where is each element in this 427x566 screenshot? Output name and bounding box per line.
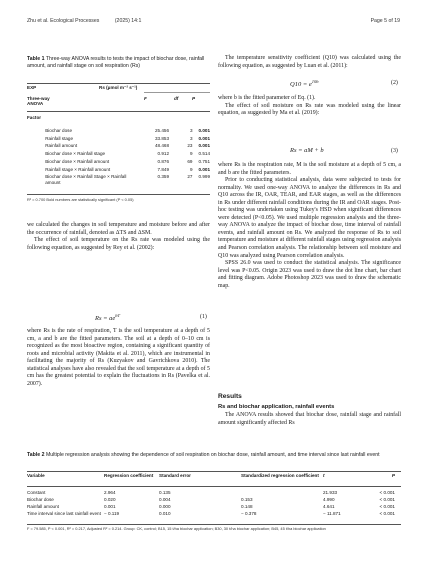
table2-cell-se: 0.010 — [159, 510, 171, 516]
equation-2 — [290, 79, 318, 88]
left-paragraph-2: The effect of soil temperature on the Rs rate was modeled using the following equation, as suggested by Rey et al. (2002): — [27, 237, 210, 251]
left-paragraph-1: we calculated the changes in soil temperature and moisture before and after the occurrence of rainfall, denoted as ΔTS and ΔSM. — [27, 222, 210, 236]
eq3-text: Rs = aM + b — [290, 147, 324, 154]
table2-cell-variable: Constant — [27, 490, 46, 495]
table1-cell-factor: Rainfall amount — [45, 143, 78, 149]
table2-cell-stdcoef: 0.148 — [241, 503, 253, 509]
table2-header-se: Standard error — [159, 473, 191, 478]
table1-bottom-rule — [27, 194, 210, 195]
table1-cell-P: 0.001 — [198, 128, 210, 133]
table1-col-F: F — [144, 95, 147, 101]
table1-cell-F: 0.359 — [157, 174, 170, 180]
table2-cell-stdcoef: 0.153 — [241, 496, 253, 502]
journal-name: Zhu et al. Ecological Processes — [27, 18, 100, 24]
table1-cell-F: 25.456 — [154, 128, 170, 133]
table1-col-exp: EXP — [27, 85, 37, 90]
table1-cell-P: 0.001 — [198, 135, 210, 141]
table1-cell-factor: Rainfall stage — [45, 135, 74, 141]
table1-cell-factor: Rainfall stage × Rainfall amount — [45, 166, 111, 172]
right-paragraph-1-text: The temperature sensitivity coefficient (Q10) was calculated using the following equation, as suggested by Luan et al. (2011): — [218, 55, 401, 69]
table1-indent — [27, 151, 45, 159]
table2-row — [27, 497, 401, 504]
table2-header-coef: Regression coefficient — [104, 473, 154, 478]
table1-caption — [27, 56, 210, 69]
table1-cell-F: 48.468 — [154, 143, 170, 149]
right-paragraph-1 — [218, 55, 401, 70]
table2-cell-t: 4.990 — [323, 496, 335, 502]
table1-col-df: df — [174, 95, 179, 101]
eq1-sup: bT — [115, 313, 121, 318]
table1-col-P: P — [192, 95, 196, 101]
table2-footnote: F = 79.585, P < 0.001, R² = 0.217, Adjusted R² = 0.214. Group: CK, control; B15, 15 t/ha biochar application; B30, 30 t/ha biochar application; B45, 45 t/ha biochar application — [27, 526, 326, 531]
running-header — [27, 18, 141, 24]
table2-cell-t: − 11.871 — [323, 510, 341, 516]
table1-factor-label: Factor — [27, 115, 42, 120]
table2-cell-variable: Rainfall amount — [27, 503, 59, 509]
table1-cell-F: 0.912 — [157, 151, 170, 157]
table1-cell-factor: Biochar dose × Rainfall Stage × Rainfall amount — [45, 174, 127, 185]
table1-cell-factor: Biochar dose — [45, 128, 73, 133]
table2-cell-P: < 0.001 — [379, 503, 395, 509]
table2-cell-se: 0.000 — [159, 503, 171, 509]
table2-header-t: t — [323, 473, 325, 478]
eq2-text: Q10 = e — [290, 81, 312, 89]
table1-row — [27, 174, 210, 187]
table2-label: Table 2 — [27, 452, 45, 458]
table1-threeway: Three-way ANOVA — [27, 95, 50, 107]
right-paragraph-4: where Rs is the respiration rate, M is the soil moisture at a depth of 5 cm, a and b are the fitted parameters. — [218, 162, 401, 176]
table1-cell-P: 0.001 — [198, 166, 210, 172]
table2-cell-t: 21.933 — [323, 490, 338, 495]
table2-cell-se: 0.135 — [159, 490, 171, 495]
table1 — [27, 85, 210, 107]
table2-header-variable: Variable — [27, 473, 45, 478]
right-paragraph-5: Prior to conducting statistical analysis, data were subjected to tests for normality. We used one-way ANOVA to analyze the differences in Rs and Q10 across the IR, OAR, TEAR, and EAR stages, as well as the differences in Rs under different rainfall conditions during the IR and OAR stages. Post-hoc testing was undertaken using Tukey's HSD when significant differences were detected (P<0.05). We used multiple regression analysis and the three-way ANOVA to analyze the impact of biochar dose, time interval of rainfall events, and rainfall amount on Rs. We analyzed the response of Rs to soil temperature and moisture at different rainfall stages using regression analysis and Pearson correlation analysis. The relationship between soil moisture and Q10 was analyzed using Pearson correlation analysis. — [218, 177, 401, 259]
table1-cell-factor: Biochar dose × Rainfall stage — [45, 151, 106, 157]
eq1-text: Rs = ae — [95, 315, 116, 323]
table1-row — [27, 143, 210, 151]
table2-header-stdcoef: Standardized regression coefficient — [241, 473, 319, 478]
table2-cell-se: 0.004 — [159, 496, 171, 502]
table2-cell-t: 4.641 — [323, 503, 335, 509]
table2-row — [27, 511, 401, 518]
equation-1-number: (1) — [200, 314, 207, 320]
table2-body — [27, 490, 401, 518]
journal-volume: (2025) 14:1 — [114, 18, 142, 24]
table1-indent — [27, 143, 45, 151]
table2-cell-stdcoef — [241, 490, 323, 497]
table1-indent — [27, 159, 45, 167]
table1-row — [27, 128, 210, 136]
table1-cell-df: 23 — [187, 143, 193, 149]
table1-cell-df: 27 — [187, 174, 193, 180]
table2-caption-text: Multiple regression analysis showing the dependence of soil respiration on biochar dose, rainfall amount, and time interval since last rainfall event — [45, 452, 380, 458]
table2-head-rule — [27, 486, 401, 487]
table2-cell-coef: 2.964 — [104, 490, 116, 495]
table2-cell-coef: 0.001 — [104, 503, 116, 509]
equation-3-number: (3) — [391, 148, 398, 154]
results-paragraph — [218, 412, 401, 427]
table1-body — [27, 128, 210, 187]
table2-cell-variable: Biochar dose — [27, 496, 54, 502]
equation-2-number: (2) — [391, 80, 398, 86]
table1-caption-text: Three-way ANOVA results to tests the impact of biochar dose, rainfall amount, and rainfall stage on soil respiration (Rs) — [27, 56, 205, 69]
table1-top-rule — [27, 83, 210, 84]
table2-row — [27, 490, 401, 497]
table1-footnote: R² = 0.700 Bold numbers are statistically significant (P < 0.05) — [27, 197, 134, 202]
right-paragraph-6: SPSS 26.0 was used to conduct the statistical analysis. The significance level was P<0.05. Origin 2023 was used to draw the dot line chart, bar chart and fitting diagram. Adobe Photoshop 2023 was used to draw the schematic map. — [218, 260, 401, 289]
table2-row — [27, 504, 401, 511]
table1-subrule — [144, 92, 210, 93]
table2-top-rule — [27, 471, 401, 472]
results-subheading: Rs and biochar application, rainfall events — [218, 404, 335, 410]
table1-indent — [27, 167, 45, 175]
table2-cell-P: < 0.001 — [379, 490, 395, 495]
right-paragraph-3: The effect of soil moisture on Rs rate was modeled using the linear equation, as suggested by Ma et al. (2019): — [218, 102, 401, 117]
table1-cell-df: 69 — [187, 158, 193, 164]
table1-row — [27, 136, 210, 144]
table1-cell-F: 33.853 — [154, 135, 170, 141]
left-text-block — [27, 222, 210, 252]
table1-cell-P: 0.514 — [198, 151, 210, 157]
eq2-sup: 10b — [311, 79, 319, 84]
table2-cell-coef: − 0.119 — [104, 510, 120, 516]
table2-cell-stdcoef: − 0.378 — [241, 510, 257, 516]
table1-cell-df: 9 — [189, 166, 193, 172]
table2-cell-P: < 0.001 — [379, 510, 395, 516]
table2-caption — [27, 452, 401, 459]
table1-row — [27, 167, 210, 175]
table1-cell-df: 9 — [189, 151, 193, 157]
equation-3 — [290, 147, 324, 154]
left-paragraph-3 — [27, 328, 210, 388]
table1-cell-df: 3 — [189, 135, 193, 141]
table1-cell-F: 0.876 — [157, 158, 170, 164]
table1-head-rule — [27, 111, 210, 112]
table1-cell-factor: Biochar dose × Rainfall amount — [45, 158, 110, 164]
table1-row — [27, 159, 210, 167]
table1-cell-P: 0.751 — [198, 158, 210, 164]
table1-indent — [27, 136, 45, 144]
left-paragraph-3-text: where Rs is the rate of respiration, T is the soil temperature at a depth of 5 cm, a and b are the fitted parameters. The soil at a depth of 0–10 cm is recognized as the most bioactive region, containing a significant quantity of roots and microbial activity (Makita et al. 2011), which are instrumental in facilitating the majority of Rs (Kuzyakov and Gavrichkova 2010). The statistical analyses have also revealed that the soil temperature at a depth of 5 cm has the greatest potential to explain the fluctuations in Rs (Pavelka et al. 2007). — [27, 328, 210, 387]
table1-indent — [27, 128, 45, 136]
table1-cell-df: 3 — [189, 128, 193, 133]
page-number: Page 5 of 19 — [370, 18, 400, 24]
table1-row — [27, 151, 210, 159]
table2 — [27, 473, 401, 478]
equation-1 — [95, 313, 120, 322]
right-text-block-3 — [218, 162, 401, 290]
table2-cell-variable: Time interval since last rainfall event — [27, 510, 101, 516]
right-paragraph-2: where b is the fitted parameter of Eq. (1). — [218, 95, 316, 101]
table1-cell-F: 7.849 — [157, 166, 170, 172]
table1-label: Table 1 — [27, 56, 45, 62]
results-heading: Results — [218, 393, 242, 400]
table2-header-P: P — [391, 473, 395, 478]
table2-bottom-rule — [27, 524, 401, 525]
results-paragraph-text: The ANOVA results showed that biochar dose, rainfall stage and rainfall amount significantly affected Rs — [218, 412, 401, 426]
table1-col-rs: Rs (μmol m⁻² s⁻¹) — [99, 85, 138, 90]
table2-cell-coef: 0.020 — [104, 496, 116, 502]
table1-cell-P: 0.999 — [198, 174, 210, 180]
table2-cell-P: < 0.001 — [379, 496, 395, 502]
table1-cell-P: 0.001 — [198, 143, 210, 149]
table1-indent — [27, 174, 45, 187]
right-text-block-2 — [218, 95, 401, 118]
